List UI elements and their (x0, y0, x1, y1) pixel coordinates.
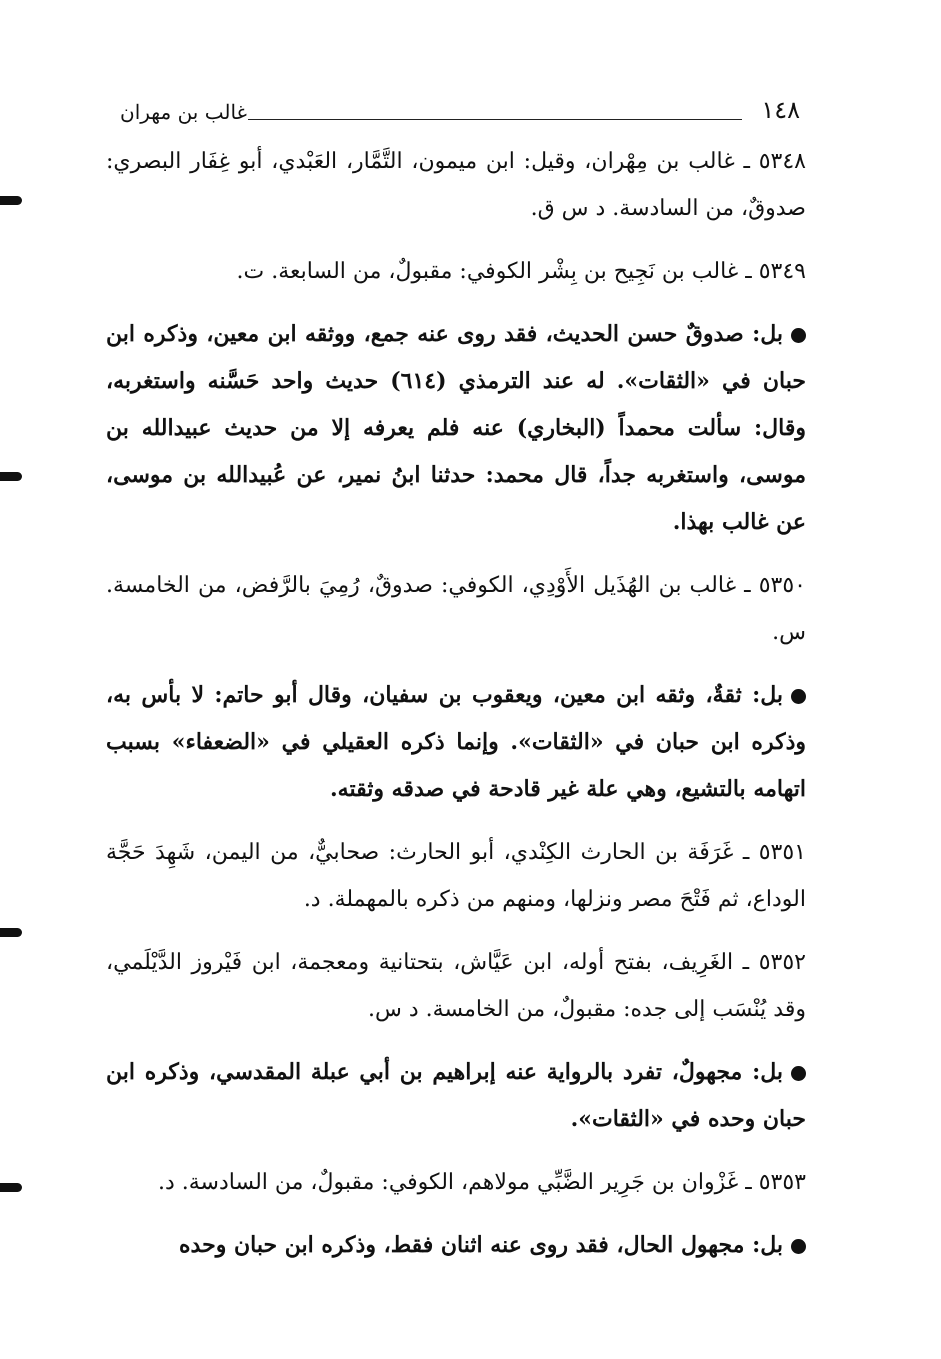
entry-5350: ٥٣٥٠ ـ غالب بن الهُذَيل الأَوْدِي، الكوفي: صدوقٌ، رُمِيَ بالرَّفض، من الخامسة. س. (106, 573, 806, 645)
note-text: بل: صدوقٌ حسن الحديث، فقد روى عنه جمع، ووثقه ابن معين، وذكره ابن حبان في «الثقات». له عند الترمذي (٦١٤) حديث واحد حَسَّنه واستغربه، وقال: سألت محمداً (البخاري) عنه فلم يعرفه إلا من حديث عبيدالله بن موسى، واستغربه جداً، قال محمد: حدثنا ابنُ نمير، عن عُبيدالله بن موسى، عن غالب بهذا. (106, 321, 806, 535)
note-5349 (106, 311, 806, 546)
page-header (120, 96, 800, 126)
note-5352 (106, 1049, 806, 1143)
scan-margin-mark (0, 928, 22, 937)
note-5350 (106, 672, 806, 813)
note-text: بل: مجهولٌ، تفرد بالرواية عنه إبراهيم بن أبي عبلة المقدسي، وذكره ابن حبان وحده في «الثقات». (106, 1059, 806, 1132)
scan-margin-mark (0, 196, 22, 205)
bullet-icon (791, 1066, 806, 1081)
bullet-icon (791, 328, 806, 343)
bullet-icon (791, 689, 806, 704)
note-text: بل: مجهول الحال، فقد روى عنه اثنان فقط، وذكره ابن حبان وحده (179, 1232, 783, 1258)
bullet-icon (791, 1239, 806, 1254)
scan-margin-mark (0, 1183, 22, 1192)
page-body (106, 138, 806, 1285)
entry-5353: ٥٣٥٣ ـ غَزْوان بن جَرِير الضَّبِّي مولاهم، الكوفي: مقبولٌ، من السادسة. د. (157, 1170, 806, 1195)
scan-margin-mark (0, 472, 22, 481)
note-text: بل: ثقةٌ، وثقه ابن معين، ويعقوب بن سفيان، وقال أبو حاتم: لا بأس به، وذكره ابن حبان في «الثقات». وإنما ذكره العقيلي في «الضعفاء» بسبب اتهامه بالتشيع، وهي علة غير قادحة في صدقه وثقته. (106, 682, 806, 802)
running-title: غالب بن مهران (120, 100, 248, 124)
note-5353 (106, 1222, 806, 1269)
page-number: ١٤٨ (761, 96, 800, 124)
entry-5348: ٥٣٤٨ ـ غالب بن مِهْران، وقيل: ابن ميمون، التَّمَّار، العَبْدي، أبو غِفَار البصري: صدوقٌ، من السادسة. د س ق. (106, 149, 806, 221)
header-rule (248, 119, 742, 120)
entry-5352: ٥٣٥٢ ـ الغَرِيف، بفتح أوله، ابن عَيَّاش، بتحتانية ومعجمة، ابن فَيْروز الدَّيْلَمي، وقد يُنْسَب إلى جده: مقبولٌ، من الخامسة. د س. (106, 950, 806, 1022)
entry-5349: ٥٣٤٩ ـ غالب بن نَجِيح بن بِشْر الكوفي: مقبولٌ، من السابعة. ت. (236, 259, 806, 284)
entry-5351: ٥٣٥١ ـ غَرَفَة بن الحارث الكِنْدي، أبو الحارث: صحابيٌّ، من اليمن، شَهِدَ حَجَّة الوداع، ثم فَتْحَ مصر ونزلها، ومنهم من ذكره بالمهملة. د. (106, 840, 806, 912)
